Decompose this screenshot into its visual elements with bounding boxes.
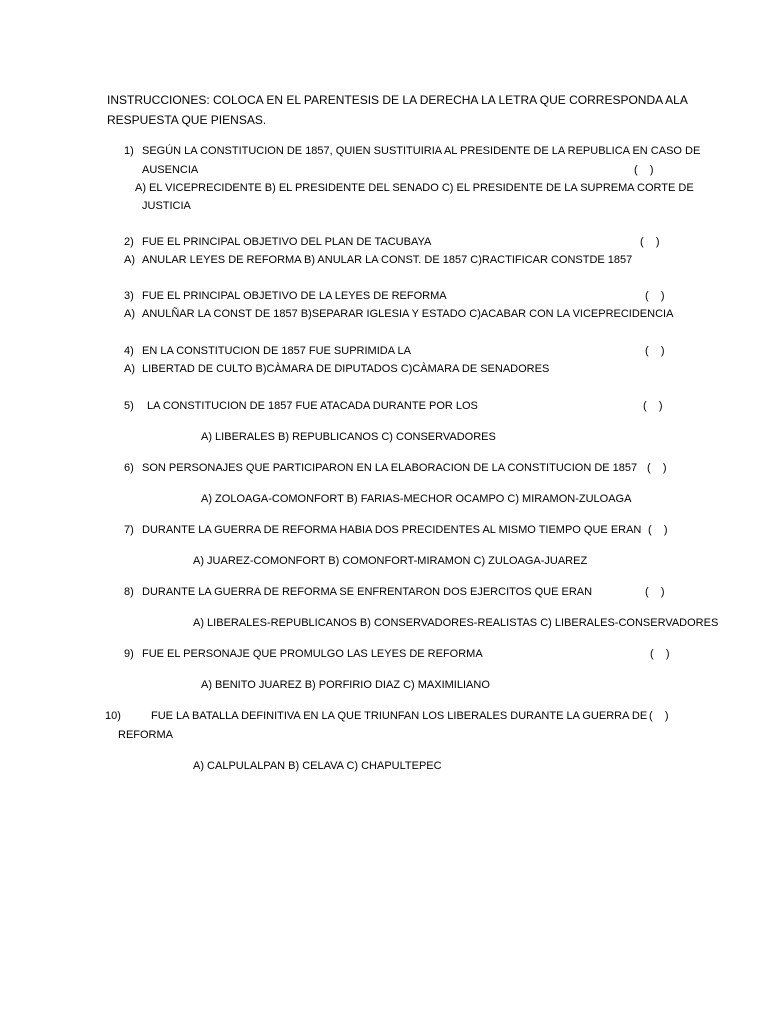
question-1-text-line-2: AUSENCIA bbox=[142, 164, 199, 176]
question-4-number: 4) bbox=[124, 345, 134, 357]
question-1-number: 1) bbox=[124, 145, 134, 157]
question-1-options-line-2: JUSTICIA bbox=[142, 200, 191, 212]
question-10-answer-blank: ( ) bbox=[649, 710, 669, 722]
question-4-options: LIBERTAD DE CULTO B)CÀMARA DE DIPUTADOS C)CÀMARA DE SENADORES bbox=[142, 363, 550, 375]
question-1-text-line-1: SEGÚN LA CONSTITUCION DE 1857, QUIEN SUSTITUIRIA AL PRESIDENTE DE LA REPUBLICA EN CASO DE bbox=[142, 145, 701, 157]
question-9-text: FUE EL PERSONAJE QUE PROMULGO LAS LEYES DE REFORMA bbox=[142, 648, 483, 660]
question-7-answer-blank: ( ) bbox=[648, 524, 668, 536]
question-5-answer-blank: ( ) bbox=[643, 400, 663, 412]
question-3-answer-blank: ( ) bbox=[645, 290, 665, 302]
instructions-line-1: INSTRUCCIONES: COLOCA EN EL PARENTESIS DE LA DERECHA LA LETRA QUE CORRESPONDA ALA bbox=[107, 93, 688, 107]
question-9-options: A) BENITO JUAREZ B) PORFIRIO DIAZ C) MAXIMILIANO bbox=[201, 679, 490, 691]
question-6-text: SON PERSONAJES QUE PARTICIPARON EN LA ELABORACION DE LA CONSTITUCION DE 1857 bbox=[142, 462, 638, 474]
question-2-text: FUE EL PRINCIPAL OBJETIVO DEL PLAN DE TACUBAYA bbox=[142, 236, 432, 248]
question-3-text: FUE EL PRINCIPAL OBJETIVO DE LA LEYES DE REFORMA bbox=[142, 290, 447, 302]
question-9-number: 9) bbox=[124, 648, 134, 660]
question-6-options: A) ZOLOAGA-COMONFORT B) FARIAS-MECHOR OCAMPO C) MIRAMON-ZULOAGA bbox=[201, 493, 632, 505]
question-6-number: 6) bbox=[124, 462, 134, 474]
question-2-answer-blank: ( ) bbox=[640, 236, 660, 248]
instructions-line-2: RESPUESTA QUE PIENSAS. bbox=[107, 113, 267, 127]
question-10-options: A) CALPULALPAN B) CELAVA C) CHAPULTEPEC bbox=[193, 760, 442, 772]
question-4-options-letter: A) bbox=[124, 363, 135, 375]
question-6-answer-blank: ( ) bbox=[647, 462, 667, 474]
question-8-number: 8) bbox=[124, 586, 134, 598]
question-4-text: EN LA CONSTITUCION DE 1857 FUE SUPRIMIDA LA bbox=[142, 345, 411, 357]
question-8-options: A) LIBERALES-REPUBLICANOS B) CONSERVADORES-REALISTAS C) LIBERALES-CONSERVADORES bbox=[193, 617, 719, 629]
question-4-answer-blank: ( ) bbox=[645, 345, 665, 357]
question-3-options: ANULÑAR LA CONST DE 1857 B)SEPARAR IGLESIA Y ESTADO C)ACABAR CON LA VICEPRECIDENCIA bbox=[142, 308, 674, 320]
question-5-options: A) LIBERALES B) REPUBLICANOS C) CONSERVADORES bbox=[201, 431, 496, 443]
question-2-options: ANULAR LEYES DE REFORMA B) ANULAR LA CONST. DE 1857 C)RACTIFICAR CONSTDE 1857 bbox=[142, 254, 633, 266]
question-2-options-letter: A) bbox=[124, 254, 135, 266]
question-5-text: LA CONSTITUCION DE 1857 FUE ATACADA DURANTE POR LOS bbox=[147, 400, 478, 412]
question-3-options-letter: A) bbox=[124, 308, 135, 320]
question-10-text-line-1: FUE LA BATALLA DEFINITIVA EN LA QUE TRIUNFAN LOS LIBERALES DURANTE LA GUERRA DE bbox=[151, 710, 648, 722]
question-7-number: 7) bbox=[124, 524, 134, 536]
question-3-number: 3) bbox=[124, 290, 134, 302]
question-1-options-line-1: A) EL VICEPRECIDENTE B) EL PRESIDENTE DEL SENADO C) EL PRESIDENTE DE LA SUPREMA CORTE DE bbox=[135, 182, 694, 194]
question-8-text: DURANTE LA GUERRA DE REFORMA SE ENFRENTARON DOS EJERCITOS QUE ERAN bbox=[142, 586, 593, 598]
question-8-answer-blank: ( ) bbox=[645, 586, 665, 598]
question-7-options: A) JUAREZ-COMONFORT B) COMONFORT-MIRAMON C) ZULOAGA-JUAREZ bbox=[193, 555, 588, 567]
question-10-number: 10) bbox=[105, 710, 121, 722]
question-1-answer-blank: ( ) bbox=[634, 164, 654, 176]
question-7-text: DURANTE LA GUERRA DE REFORMA HABIA DOS PRECIDENTES AL MISMO TIEMPO QUE ERAN bbox=[142, 524, 642, 536]
question-9-answer-blank: ( ) bbox=[650, 648, 670, 660]
question-10-text-line-2: REFORMA bbox=[118, 729, 173, 741]
question-2-number: 2) bbox=[124, 236, 134, 248]
question-5-number: 5) bbox=[124, 400, 134, 412]
